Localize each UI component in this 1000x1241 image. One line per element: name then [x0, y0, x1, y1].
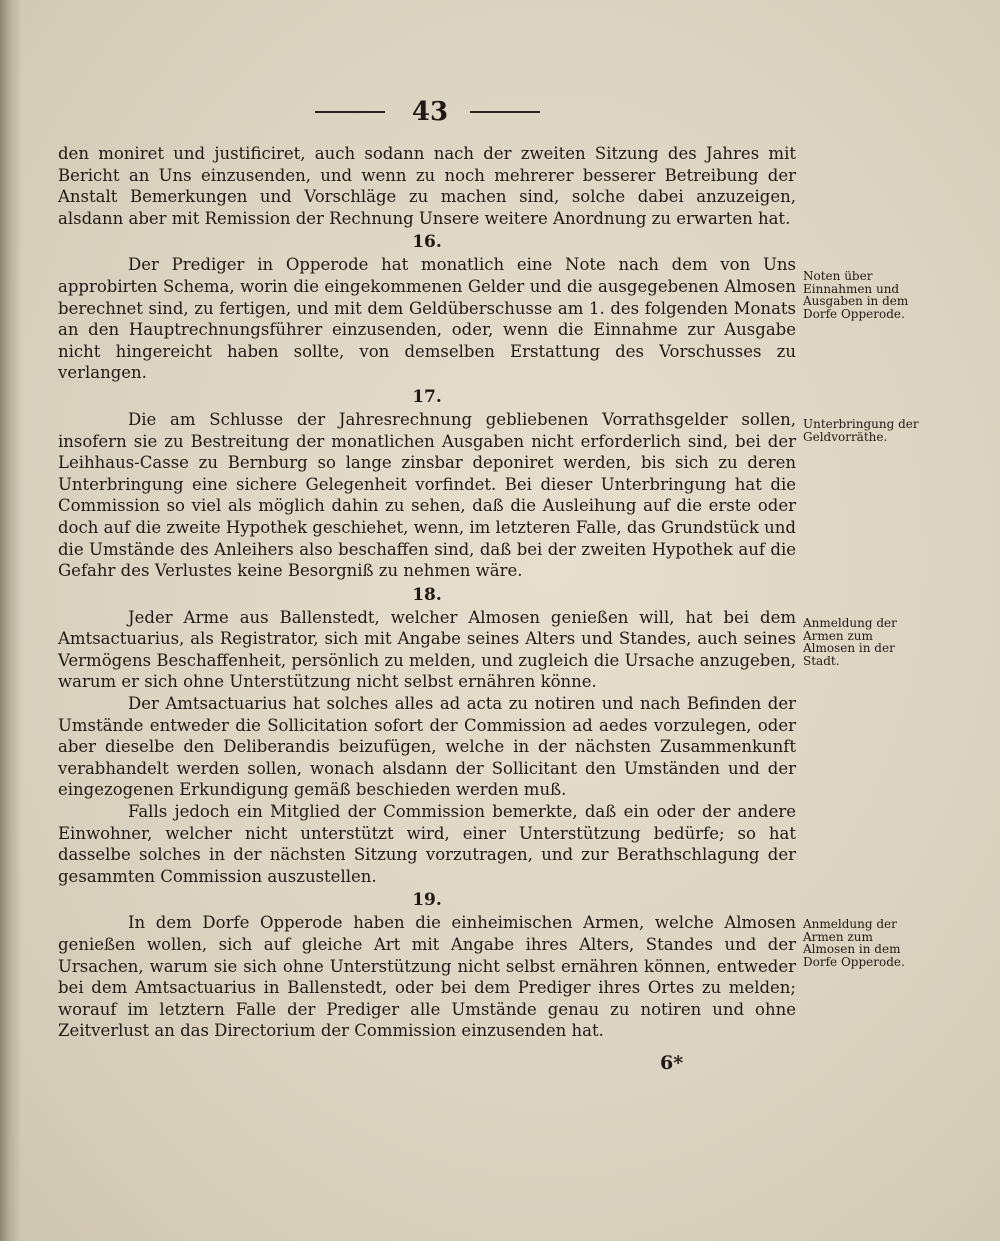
section-number-19: 19. [412, 890, 442, 911]
page-number: 43 [411, 97, 449, 127]
intro-paragraph: den moniret und justificiret, auch sodann nach der zweiten Sitzung des Jahres mit Bericht an Uns einzusenden, und wenn zu noch mehrerer besserer Betreibung der Anstalt Bemerkungen und Vorschläge zu machen sind, solche dabei anzuzeigen, alsdann aber mit Remission der Rechnung Unsere weitere Anordnung zu erwarten hat. [58, 144, 796, 228]
section-number-17: 17. [412, 386, 442, 407]
main-text [58, 143, 796, 1042]
section-number-18: 18. [412, 584, 442, 605]
gutter-shadow [0, 0, 22, 1241]
section-16-text: Der Prediger in Opperode hat monatlich eine Note nach dem von Uns approbirten Schema, worin die eingekommenen Gelder und die ausgegebenen Almosen berechnet sind, zu fertigen, und mit dem Geldüberschusse am 1. des folgenden Monats an den Hauptrechnungsführer einzusenden, oder, wenn die Einnahme zur Ausgabe nicht hingereicht haben sollte, von demselben Erstattung des Vorschusses zu verlangen. [58, 255, 796, 383]
page-header [0, 92, 1000, 132]
section-18-paragraph-3: Falls jedoch ein Mitglied der Commission bemerkte, daß ein oder der andere Einwohner, welcher nicht unterstützt wird, einer Unterstützung bedürfe; so hat dasselbe solches in der nächsten Sitzung vorzutragen, und zur Berathschlagung der gesammten Commission auszustellen. [58, 802, 796, 886]
section-17-text: Die am Schlusse der Jahresrechnung gebliebenen Vorrathsgelder sollen, insofern sie zu Bestreitung der monatlichen Ausgaben nicht erforderlich sind, bei der Leihhaus-Casse zu Bernburg so lange zinsbar deponiret werden, bis sich zu deren Unterbringung eine sichere Gelegenheit vorfindet. Bei dieser Unterbringung hat die Commission so viel als möglich dahin zu sehen, daß die Ausleihung auf die erste oder doch auf die zweite Hypothek geschiehet, wenn, im letzteren Falle, das Grundstück und die Umstände des Anleihers also beschaffen sind, daß bei der zweiten Hypothek auf die Gefahr des Verlustes keine Besorgniß zu nehmen wäre. [58, 409, 796, 581]
section-18-paragraph-2: Der Amtsactuarius hat solches alles ad acta zu notiren und nach Befinden der Umstände entweder die Sollicitation sofort der Commission ad aedes vorzulegen, oder aber dieselbe den Deliberandis beizufügen, welche in der nächsten Zusammenkunft verabhandelt werden sollen, wonach alsdann der Sollicitant den Umständen und der eingezogenen Erkundigung gemäß beschieden werden muß. [58, 694, 796, 800]
section-number-16: 16. [412, 232, 442, 253]
margin-note-19: Anmeldung der Armen zum Almosen in dem Dorfe Opperode. [803, 917, 905, 969]
section-19-text: In dem Dorfe Opperode haben die einheimischen Armen, welche Almosen genießen wollen, sich auf gleiche Art mit Angabe ihres Alters, Standes und der Ursachen, warum sie sich ohne Unterstützung nicht selbst ernähren können, entweder bei dem Amtsactuarius in Ballenstedt, oder bei dem Prediger ihres Ortes zu melden; worauf im letztern Falle der Prediger alle Umstände genau zu notiren und ohne Zeitverlust an das Directorium der Commission einzusenden hat. [58, 913, 796, 1041]
header-rule-right [470, 111, 540, 113]
margin-note-16: Noten über Einnahmen und Ausgaben in dem Dorfe Opperode. [803, 269, 909, 321]
signature-mark: 6* [660, 1052, 684, 1074]
header-rule-left [315, 111, 385, 113]
margin-note-17: Unterbringung der Geldvorräthe. [803, 417, 919, 444]
margin-note-18: Anmeldung der Armen zum Almosen in der Stadt. [803, 616, 897, 668]
section-18-paragraph-1: Jeder Arme aus Ballenstedt, welcher Almosen genießen will, hat bei dem Amtsactuarius, als Registrator, sich mit Angabe seines Alters und Standes, auch seines Vermögens Beschaffenheit, persönlich zu melden, und zugleich die Ursache anzugeben, warum er sich ohne Unterstützung nicht selbst ernähren könne. [58, 607, 796, 692]
